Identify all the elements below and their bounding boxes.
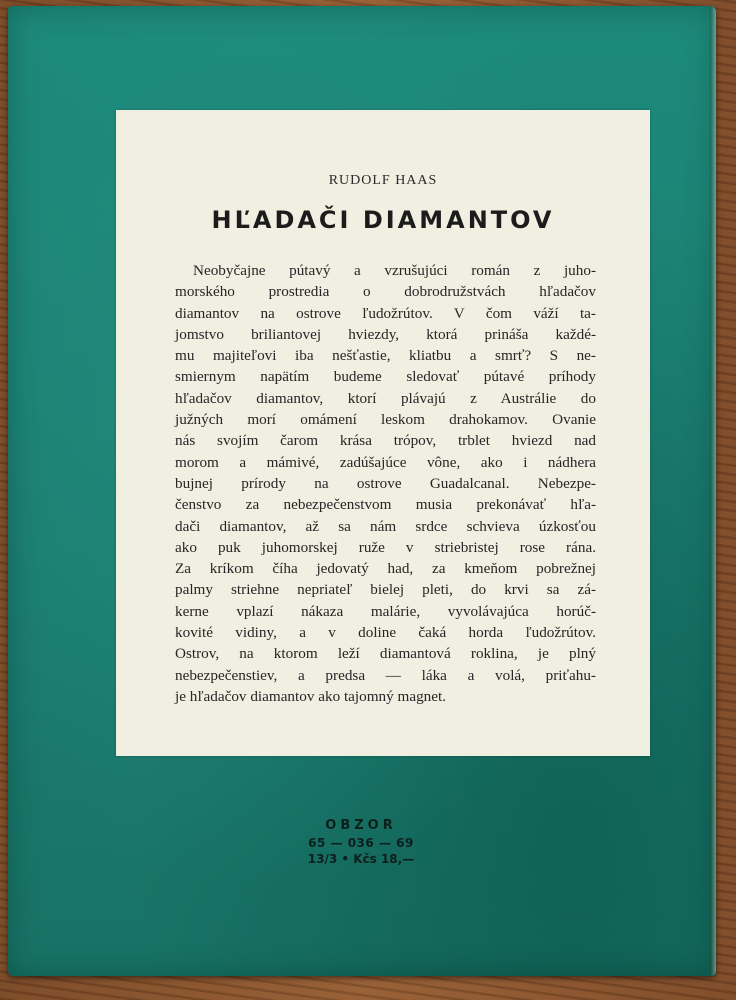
blurb-line: kerne vplazí nákaza malárie, vyvolávajúca horúč- xyxy=(175,602,596,620)
blurb-line: morského prostredia o dobrodružstvách hľadačov xyxy=(175,283,596,301)
publisher-code: 65 — 036 — 69 xyxy=(308,836,414,850)
blurb-line: mu majiteľovi iba nešťastie, kliatbu a smrť? S ne- xyxy=(175,347,596,365)
blurb-line: Za kríkom číha jedovatý had, za kmeňom pobrežnej xyxy=(175,560,596,578)
publisher-imprint xyxy=(296,818,426,866)
blurb-line: Ostrov, na ktorom leží diamantová roklina, je plný xyxy=(175,645,596,663)
blurb-line: palmy striehne nepriateľ bielej pleti, do krvi sa zá- xyxy=(175,581,596,599)
book-title: HĽADAČI DIAMANTOV xyxy=(211,206,555,234)
blurb-line: hľadačov diamantov, ktorí plávajú z Austrálie do xyxy=(175,389,596,407)
blurb-line: južných morí omámení leskom drahokamov. Ovanie xyxy=(175,411,596,429)
blurb-text xyxy=(175,260,596,707)
blurb-line: je hľadačov diamantov ako tajomný magnet. xyxy=(175,687,447,705)
blurb-line: bujnej prírody na ostrove Guadalcanal. Nebezpe- xyxy=(175,474,596,492)
blurb-line: dači diamantov, až sa nám srdce schvieva úzkosťou xyxy=(175,517,596,535)
author-name: RUDOLF HAAS xyxy=(328,173,438,188)
blurb-line: jomstvo briliantovej hviezdy, ktorá prináša každé- xyxy=(175,325,596,343)
book-back-cover xyxy=(8,6,716,976)
blurb-line: nás svojím čarom krása trópov, trblet hviezd nad xyxy=(175,432,596,450)
blurb-line: nebezpečenstiev, a predsa — láka a volá, priťahu- xyxy=(175,666,596,684)
publisher-name: OBZOR xyxy=(325,818,397,833)
publisher-price: 13/3 • Kčs 18,— xyxy=(307,852,415,866)
blurb-line: čenstvo za nebezpečenstvom musia prekonávať hľa- xyxy=(175,496,596,514)
blurb-line: Neobyčajne pútavý a vzrušujúci román z juho- xyxy=(193,262,596,279)
blurb-line: morom a mámivé, zadúšajúce vône, ako i nádhera xyxy=(175,453,596,471)
blurb-line: diamantov na ostrove ľudožrútov. V čom váží ta- xyxy=(175,304,596,322)
book-edge xyxy=(710,6,716,976)
blurb-label xyxy=(116,110,650,756)
blurb-line: kovité vidiny, a v doline čaká horda ľudožrútov. xyxy=(175,624,596,642)
blurb-line: smiernym napätím budeme sledovať pútavé príhody xyxy=(175,368,596,386)
blurb-line: ako puk juhomorskej ruže v striebristej rose rána. xyxy=(175,538,596,556)
